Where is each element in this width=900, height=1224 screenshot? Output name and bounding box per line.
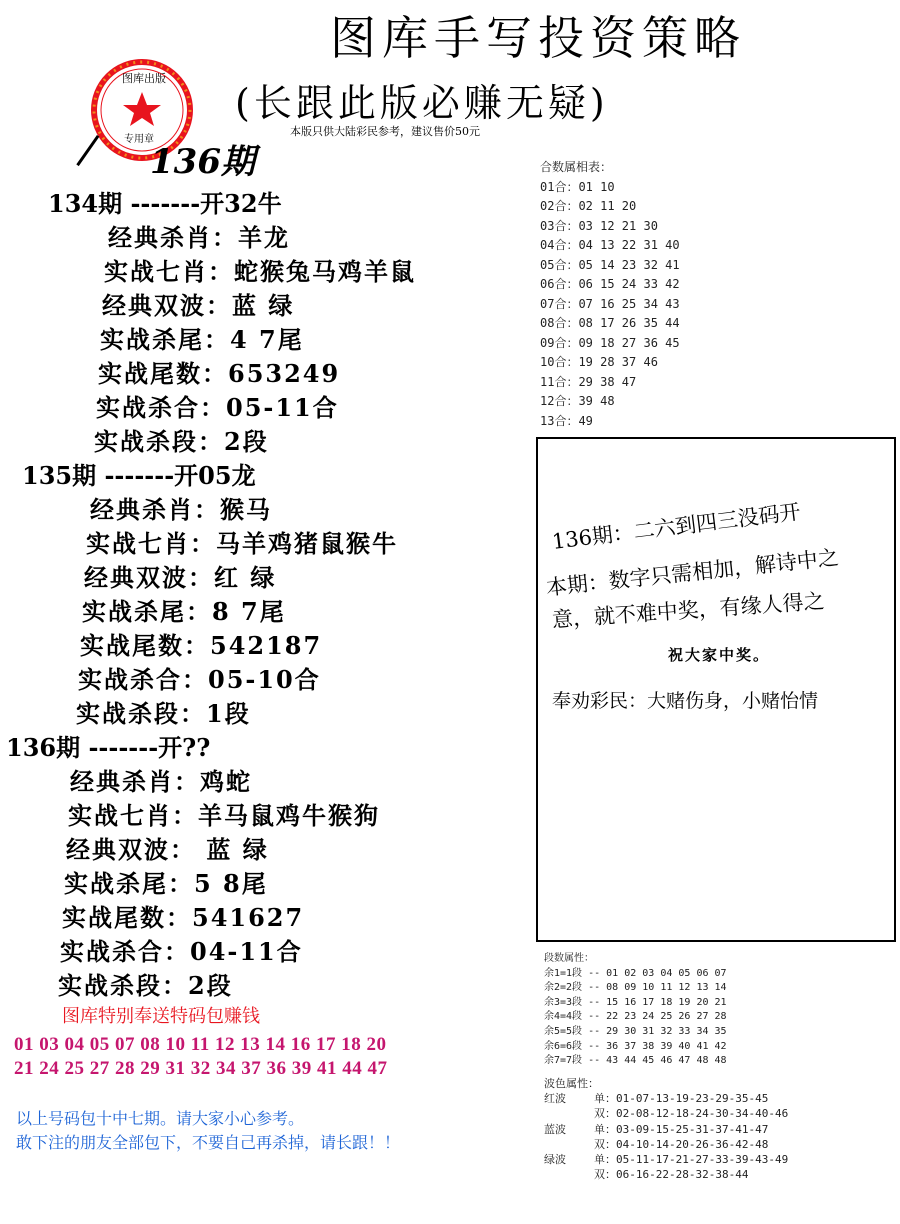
period-135-line-7: 实战杀段：1段 [76,699,251,728]
period-134-line-6: 实战杀合：05-11合 [96,393,339,422]
period-134-line-3: 经典双波：蓝 绿 [102,291,295,320]
stamp-top-text: 图库出版 [122,72,166,85]
stamp-bottom-text: 专用章 [124,134,154,145]
wave-kind: 双： [594,1107,616,1121]
wave-color: 蓝波 [544,1122,566,1136]
period-136-line-7: 实战杀段：2段 [58,971,233,1000]
period-134-line-4: 实战杀尾：4 7尾 [100,325,304,354]
combo-row: 10合：19 28 37 46 [540,355,658,369]
wave-kind: 单： [594,1092,616,1105]
page-subtitle: (长跟此版必赚无疑) [235,81,609,125]
segment-row: 余2=2段 -- 08 09 10 11 12 13 14 [544,982,727,994]
wave-nums: 05-11-17-21-27-33-39-43-49 [616,1153,789,1167]
combo-row: 13合：49 [540,413,593,428]
wave-row [544,1137,788,1152]
combo-row: 02合：02 11 20 [540,199,637,213]
wave-table [544,1076,599,1091]
segment-table [544,952,727,1069]
period-136-line-6: 实战杀合：04-11合 [60,937,303,966]
wave-table-rows [544,1091,788,1183]
wave-nums: 02-08-12-18-24-30-34-40-46 [616,1107,789,1121]
period-135-line-6: 实战杀合：05-10合 [78,665,321,694]
wave-row [544,1122,788,1137]
combo-row: 04合：04 13 22 31 40 [540,238,680,252]
special-warning-1: 以上号码包十中七期。请大家小心参考。 [16,1111,305,1128]
riddle-line-2: 本期：数字只需相加，解诗中之 [544,545,840,600]
segment-row: 余3=3段 -- 15 16 17 18 19 20 21 [544,996,727,1008]
segment-row: 余5=5段 -- 29 30 31 32 33 34 35 [544,1025,727,1037]
wave-row [544,1091,788,1106]
period-136-line-4: 实战杀尾：5 8尾 [64,869,268,898]
combo-row: 12合：39 48 [540,394,615,408]
combo-row: 09合：09 18 27 36 45 [540,335,680,350]
congrats-text: 祝大家中奖。 [668,646,771,664]
special-heading: 图库特别奉送特码包赚钱 [62,1006,260,1026]
period-136-line-3: 经典双波： 蓝 绿 [66,835,269,864]
segment-row: 余4=4段 -- 22 23 24 25 26 27 28 [544,1011,727,1023]
wave-nums: 04-10-14-20-26-36-42-48 [616,1137,769,1151]
wave-row [544,1106,788,1121]
combo-row: 03合：03 12 21 30 [540,218,658,233]
period-134-title: 134期 -------开32牛 [48,189,282,218]
segment-row: 余1=1段 -- 01 02 03 04 05 06 07 [544,967,727,979]
period-134-line-5: 实战尾数：653249 [98,359,341,388]
segment-row: 余6=6段 -- 36 37 38 39 40 41 42 [544,1040,727,1052]
segment-table-heading: 段数属性： [544,953,594,964]
period-135-line-5: 实战尾数：542187 [80,631,323,660]
wave-nums: 06-16-22-28-32-38-44 [616,1168,749,1182]
period-135-line-2: 实战七肖：马羊鸡猪鼠猴牛 [86,529,398,558]
period-135-title: 135期 -------开05龙 [22,461,256,490]
issue-label: 136期 [150,142,255,182]
period-136-line-1: 经典杀肖：鸡蛇 [70,767,252,796]
wave-nums: 01-07-13-19-23-29-35-45 [616,1092,769,1105]
special-warning-2: 敢下注的朋友全部包下，不要自己再杀掉，请长跟！！ [16,1135,401,1152]
special-numbers-row-1: 01 03 04 05 07 08 10 11 12 13 14 16 17 18 20 [14,1034,387,1055]
period-135-line-1: 经典杀肖：猴马 [90,495,272,524]
period-134-line-7: 实战杀段：2段 [94,427,269,456]
page-title: 图库手写投资策略 [330,11,746,65]
period-135-line-4: 实战杀尾：8 7尾 [82,597,286,626]
segment-row: 余7=7段 -- 43 44 45 46 47 48 48 [544,1055,727,1067]
period-136-line-2: 实战七肖：羊马鼠鸡牛猴狗 [68,801,380,830]
period-136-title: 136期 -------开?? [6,733,211,762]
combo-row: 07合：07 16 25 34 43 [540,296,680,311]
wave-kind: 单： [594,1153,616,1167]
special-numbers-row-2: 21 24 25 27 28 29 31 32 34 37 36 39 41 44 47 [14,1058,388,1079]
wave-table-heading: 波色属性： [544,1077,599,1090]
wave-nums: 03-09-15-25-31-37-41-47 [616,1122,769,1136]
wave-kind: 单： [594,1122,616,1136]
wave-color: 绿波 [544,1153,566,1167]
combo-row: 08合：08 17 26 35 44 [540,316,680,330]
wave-row [544,1167,788,1182]
wave-kind: 双： [594,1168,616,1182]
combo-table-heading: 合数属相表： [540,160,613,174]
advice-text: 奉劝彩民：大赌伤身，小赌怡情 [552,690,819,712]
combo-table [540,158,680,431]
wave-row [544,1152,788,1167]
period-134-line-1: 经典杀肖：羊龙 [108,223,290,252]
price-note: 本版只供大陆彩民参考，建议售价50元 [290,125,480,138]
combo-row: 11合：29 38 47 [540,374,637,389]
wave-kind: 双： [594,1137,616,1151]
wave-color: 红波 [544,1092,566,1105]
period-134-line-2: 实战七肖：蛇猴兔马鸡羊鼠 [104,257,416,286]
combo-row: 06合：06 15 24 33 42 [540,277,680,291]
combo-row: 05合：05 14 23 32 41 [540,257,680,272]
combo-row: 01合：01 10 [540,179,615,194]
riddle-line-3: 意，就不难中奖，有缘人得之 [551,588,826,632]
riddle-line-1: 136期：二六到四三没码开 [550,499,802,554]
period-136-line-5: 实战尾数：541627 [62,903,305,932]
period-135-line-3: 经典双波：红 绿 [84,563,277,592]
